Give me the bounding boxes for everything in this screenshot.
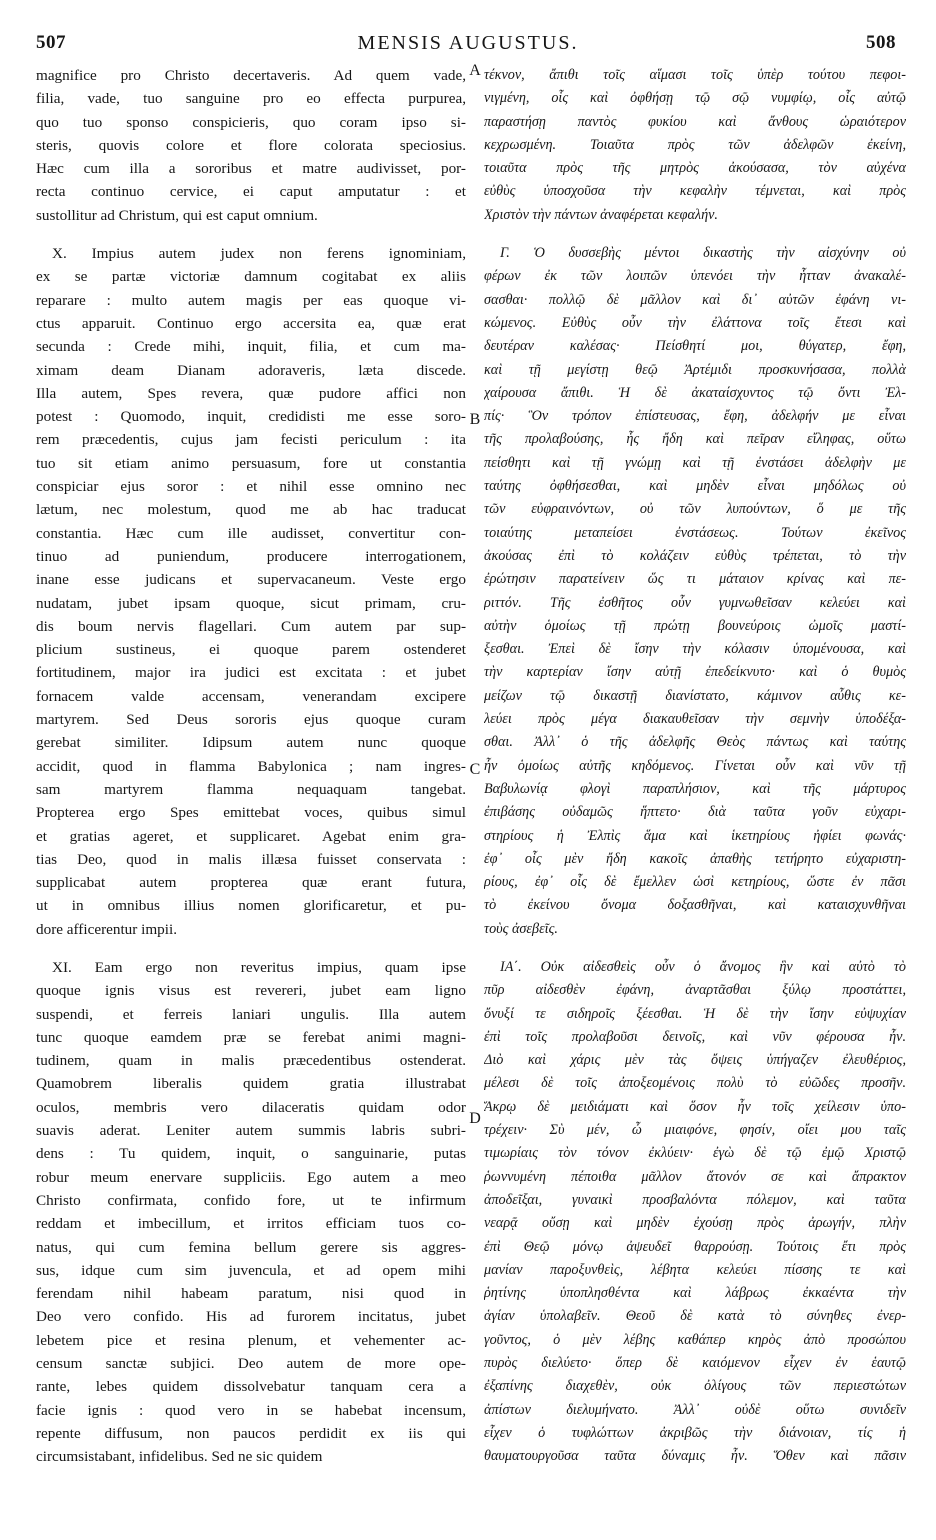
margin-marker-d: D <box>469 1110 481 1127</box>
latin-line: ferendam nihil habeam paratum, nisi quod in <box>36 1285 466 1303</box>
greek-line: γοῦντος, ὁ μὲν λέβης καθάπερ κηρὸς ἀπὸ προσώπου <box>484 1331 906 1348</box>
latin-line: facie ignis : quod vero in se habebat incensum, <box>36 1401 466 1419</box>
latin-line: ctus apparuit. Continuo ergo accersita ea, quæ erat <box>36 314 466 332</box>
greek-line: τοιαύτης μεταπείσει ἐνστάσεως. Τούτων ἐκεῖνος <box>484 524 906 541</box>
greek-line: πυρὸς διελύετο· ὅπερ δὲ καιόμενον εἶχεν ἐν ἑαυτῷ <box>484 1355 906 1372</box>
greek-line: στηρίους ἡ Ἐλπὶς ἅμα καὶ ἱκετηρίους ἠφίει φωνάς· <box>484 827 906 844</box>
latin-line: Deo vero confido. His ad furorem incitatus, jubet <box>36 1308 466 1326</box>
paragraph-gap <box>484 941 906 956</box>
latin-line: Hæc cum illa a sororibus et matre audivisset, por- <box>36 160 466 178</box>
greek-line: κώμενος. Εὐθὺς οὖν τὴν ἐλάττονα τοῖς ἔτεσι καὶ <box>484 314 906 331</box>
greek-line: μανίαν παροξυνθεὶς, λέβητα κελεύει πίσσης τε καὶ <box>484 1261 906 1278</box>
latin-line: oculos, membris vero dilaceratis quidam odor <box>36 1098 466 1116</box>
latin-line: quoque ignis visus est revereri, jubet eam ligno <box>36 982 466 1000</box>
latin-line: sus, idque cum sim juvencula, et ad opem mihi <box>36 1261 466 1279</box>
latin-line: repente diffusum, non paucos perdidit ex iis qui <box>36 1424 466 1442</box>
greek-line: ἐφ᾽ οἷς μὲν ἤδη κακοῖς ἀπαθὴς τετήρητο εὐχαριστη- <box>484 850 906 867</box>
latin-line: supplicabat autem propterea quæ erant futura, <box>36 874 466 892</box>
greek-line: φέρων ἐκ τῶν λοιπῶν ὑπενόει τὴν ἧτταν ἀνακαλέ- <box>484 268 906 285</box>
latin-line: et gratias ageret, et supplicaret. Agebat enim gra- <box>36 827 466 845</box>
margin-marker-a: A <box>469 62 481 79</box>
greek-line: λεύει πρὸς μέγα διακαυθεῖσαν τὴν σεμνὴν ὑποδέξα- <box>484 711 906 728</box>
latin-line: conspiciar ejus soror : et nihil esse omnino nec <box>36 478 466 496</box>
latin-line: steris, quovis colore et flore colorata speciosius. <box>36 136 466 154</box>
greek-line: τὸ ἐκείνου ὄνομα δοξασθῆναι, καὶ καταισχυνθῆναι <box>484 897 906 914</box>
latin-line: filia, vade, tuo sanguine pro eo effecta purpurea, <box>36 90 466 108</box>
greek-line: Βαβυλωνίᾳ φλογὶ παραπλήσιον, καὶ τῆς μάρτυρος <box>484 780 906 797</box>
greek-line: Ἄκρῳ δὲ μειδιάματι καὶ ὅσον ἦν τοῖς χείλεσιν ὑπο- <box>484 1098 906 1115</box>
greek-line: καὶ τῇ μεγίστῃ θεῷ Ἀρτέμιδι προσκυνήσασα, πολλὰ <box>484 361 906 378</box>
latin-line: potest : Quomodo, inquit, credidisti me esse soro- <box>36 408 466 426</box>
greek-line: μέλεσι δὲ τοῖς ἀποξεομένοις πολὺ τὸ εὐῶδες προσῆν. <box>484 1075 906 1092</box>
latin-line: tuo sit etiam animo persuasum, fore ut constantia <box>36 454 466 472</box>
latin-line: X. Impius autem judex non ferens ignominiam, <box>52 245 466 263</box>
latin-line: secunda : Crede mihi, inquit, filia, et cum ma- <box>36 338 466 356</box>
greek-line: ἐπὶ Θεῷ μόνῳ ἀψευδεῖ θαρρούσῃ. Τούτοις ἔτι πρὸς <box>484 1238 906 1255</box>
latin-line: inane esse judicans et supervacaneum. Veste ergo <box>36 571 466 589</box>
latin-line: reddam et imbecillum, et irritos efficiam tuos co- <box>36 1215 466 1233</box>
latin-line: tunc quoque eamdem præ se ferebat animi magni- <box>36 1028 466 1046</box>
margin-marker-c: C <box>469 761 481 778</box>
latin-line: ex se partæ victoriæ damnum cogitabat ex aliis <box>36 268 466 286</box>
latin-line: gerebat similiter. Idipsum autem nunc quoque <box>36 734 466 752</box>
paragraph-gap <box>484 227 906 242</box>
greek-line: εἶχεν ὁ τυφλώττων ἀκριβῶς τὴν διάνοιαν, τίς ἡ <box>484 1424 906 1441</box>
latin-line: tudinem, quam in malis præcedentibus ostenderat. <box>36 1052 466 1070</box>
latin-line: rante, lebes quidem dissolvebatur tanquam cera a <box>36 1378 466 1396</box>
latin-line: Propterea ergo Spes emittebat voces, quibus simul <box>36 804 466 822</box>
greek-line: τιμωρίαις τὸν τόνον ἐκλύειν· ἐγὼ δὲ τῷ ἐμῷ Χριστῷ <box>484 1145 906 1162</box>
greek-line: ριττόν. Τῆς ἐσθῆτος οὖν γυμνωθεῖσαν κελεύει καὶ <box>484 594 906 611</box>
latin-line: rem præcedentis, cujus jam fecisti periculum : ita <box>36 431 466 449</box>
latin-line: lætum, nec molestum, quod me ab hac traducat <box>36 501 466 519</box>
greek-line: Διὸ καὶ χάρις μὲν τὰς ὄψεις ὑπήγαζεν ἐλευθέριος, <box>484 1052 906 1069</box>
latin-line: Illa autem, Spes revera, quæ pudore affici non <box>36 384 466 402</box>
latin-line: ximam deam Dianam adoraveris, læta discede. <box>36 361 466 379</box>
greek-line: τὴν καρτερίαν ἴσην αὐτῇ ἐπεδείκνυτο· καὶ ὁ θυμὸς <box>484 664 906 681</box>
latin-line: circumsistabant, infidelibus. Sed ne sic quidem <box>36 1448 323 1466</box>
greek-line: τοὺς ἀσεβεῖς. <box>484 920 558 937</box>
greek-line: πείσθητι καὶ τῇ γνώμῃ καὶ τῇ ἐνστάσει ἀδελφὴν με <box>484 454 906 471</box>
greek-line: ἀκούσας ἐπὶ τὸ κολάζειν εὐθὺς τρέπεται, τὸ τὴν <box>484 547 906 564</box>
greek-line: Γ. Ὁ δυσσεβὴς μέντοι δικαστὴς τὴν αἰσχύνην οὐ <box>500 245 906 262</box>
latin-line: Quamobrem liberalis quidem gratia illustrabat <box>36 1075 466 1093</box>
greek-line: ἐξαπίνης διαχεθὲν, οὐκ ὀλίγους τῶν περιεστώτων <box>484 1378 906 1395</box>
margin-marker-b: B <box>469 411 481 428</box>
paragraph-gap <box>36 941 466 956</box>
latin-line: fortitudinem, major ira judici est excitata : et jubet <box>36 664 466 682</box>
greek-line: τρέχειν· Σὺ μέν, ὦ μιαιφόνε, φησίν, οἴει μου ταῖς <box>484 1122 906 1139</box>
greek-line: πῦρ αἰδεσθὲν ἐφάνη, ἀναρτᾶσθαι ξύλῳ προστάττει, <box>484 982 906 999</box>
latin-line: natus, qui cum femina bellum gerere sis aggres- <box>36 1238 466 1256</box>
greek-line: ῥητίνης ὑποπλησθέντα καὶ λάβρως ἐκκαέντα τὴν <box>484 1285 906 1302</box>
greek-line: ἐρώτησιν παρατείνειν ὥς τι μάταιον κρίνας καὶ πε- <box>484 571 906 588</box>
greek-line: μείζων τῷ δικαστῇ διανίστατο, κάμινον αὖθις κε- <box>484 687 906 704</box>
greek-line: ἁγίαν ὑπολαβεῖν. Θεοῦ δὲ κατὰ τὸ σύνηθες ἐνερ- <box>484 1308 906 1325</box>
latin-line: dore afficerentur impii. <box>36 920 177 938</box>
latin-line: constantia. Hæc cum ille audisset, convertitur con- <box>36 524 466 542</box>
latin-line: robur meum enervare suppliciis. Ego autem a meo <box>36 1168 466 1186</box>
greek-line: τῶν εὐφραινόντων, οὐ τῶν λυπούντων, ὅ με τῆς <box>484 501 906 518</box>
latin-line: dens : Tu quidem, inquit, o sanguinarie, putas <box>36 1145 466 1163</box>
greek-line: Χριστὸν τὴν πάντων ἀναφέρεται κεφαλήν. <box>484 206 718 223</box>
paragraph-gap <box>36 227 466 242</box>
greek-line: χαίρουσα ἄπιθι. Ἡ δὲ ἀκαταίσχυντος τῷ ὄντι Ἐλ- <box>484 384 906 401</box>
latin-line: tias Deo, quod in malis illæsa fuisset conservata : <box>36 850 466 868</box>
greek-line: παραστήσῃ παντὸς φυκίου καὶ ἄνθους ὡραιότερον <box>484 113 906 130</box>
greek-line: τῆς προλαβούσης, ἧς ἤδη καὶ πεῖραν εἴληφας, οὕτω <box>484 431 906 448</box>
latin-line: suspendi, et ferreis laniari ungulis. Illa autem <box>36 1005 466 1023</box>
greek-line: σασθαι· πολλῷ δὲ μᾶλλον καὶ δι᾽ αὐτῶν ἐφάνη νι- <box>484 291 906 308</box>
latin-line: ut in omnibus illius nomen glorificaretur, et pu- <box>36 897 466 915</box>
latin-line: censum sanctæ subjici. Deo autem de more ope- <box>36 1355 466 1373</box>
latin-line: quo tuo sponso conspicieris, quo coram ipso si- <box>36 113 466 131</box>
greek-line: σθαι. Ἀλλ᾽ ὁ τῆς ἀδελφῆς Θεὸς πάντως καὶ ταύτης <box>484 734 906 751</box>
greek-line: ἦν ὁμοίως αὐτῆς κηδόμενος. Γίνεται οὖν καὶ νῦν τῇ <box>484 757 906 774</box>
latin-line: Christo confirmata, confido fore, ut te infirmum <box>36 1191 466 1209</box>
latin-line: XI. Eam ergo non reveritus impius, quam ipse <box>52 958 466 976</box>
greek-line: νεαρᾷ οὔσῃ καὶ μηδὲν ἐχούσῃ πρὸς ἀρωγήν, πλὴν <box>484 1215 906 1232</box>
latin-line: magnifice pro Christo decertaveris. Ad quem vade, <box>36 67 466 84</box>
greek-line: νιγμένη, οἷς καὶ ὀφθήσῃ τῷ σῷ νυμφίῳ, οἷς αὐτῷ <box>484 90 906 107</box>
greek-line: εὐθὺς ὑποσχοῦσα τὴν κεφαλὴν τέμνεται, καὶ πρὸς <box>484 183 906 200</box>
greek-line: θαυματουργοῦσα ταῦτα δύναμις ἦν. Ὅθεν καὶ πᾶσιν <box>484 1448 906 1465</box>
greek-line: ἐπιβάσης οὐδαμῶς ἥπτετο· διὰ ταῦτα γοῦν εὐχαρι- <box>484 804 906 821</box>
latin-line: plicium sustineus, ei quoque parem ostenderet <box>36 641 466 659</box>
running-title: MENSIS AUGUSTUS. <box>357 32 579 54</box>
greek-line: ῥωννυμένη πέποιθα μᾶλλον ἄτονόν σε καὶ ἄπρακτον <box>484 1168 906 1185</box>
latin-line: accidit, quod in flamma Babylonica ; nam ingres- <box>36 757 466 775</box>
greek-line: ρίους, ἐφ᾽ οἷς δὲ ἔμελλεν ὡσὶ κετηρίους, ὥστε ἐν πᾶσι <box>484 874 906 891</box>
greek-line: δευτέραν καλέσας· Πείσθητί μοι, θύγατερ, ἔφη, <box>484 338 906 355</box>
greek-line: τοιαῦτα πρὸς τῆς μητρὸς ἀκούσασα, τὸν αὐχένα <box>484 160 906 177</box>
greek-line: ὄνυξί τε σιδηροῖς ξέεσθαι. Ἡ δὲ τὴν ἴσην εὐψυχίαν <box>484 1005 906 1022</box>
greek-line: ἀποδεῖξαι, γυναικὶ προσβαλόντα πόλεμον, καὶ ταῦτα <box>484 1191 906 1208</box>
latin-line: lebetem pice et resina plenum, et vehementer ac- <box>36 1331 466 1349</box>
page-number-right: 508 <box>866 32 896 53</box>
greek-line: ἀπίστων διελυμήνατο. Ἀλλ᾽ οὐδὲ οὕτω συνιδεῖν <box>484 1401 906 1418</box>
latin-line: nudatam, jubet ipsam quoque, sicut primam, cru- <box>36 594 466 612</box>
greek-line: πίς· Ὃν τρόπον ἐπίστευσας, ἔφη, ἀδελφήν με εἶναι <box>484 408 906 425</box>
greek-line: ξεσθαι. Ἐπεὶ δὲ ἴσην τὴν κόλασιν ὑπομένουσα, καὶ <box>484 641 906 658</box>
greek-line: κεχρωσμένη. Τοιαῦτα πρὸς τῶν ἀδελφῶν ἐκείνη, <box>484 136 906 153</box>
greek-column <box>484 64 906 1469</box>
greek-line: ΙΑ΄. Οὐκ αἰδεσθεὶς οὖν ὁ ἄνομος ἣν καὶ αὐτὸ τὸ <box>500 958 906 975</box>
latin-line: recta continuo cervice, ei caput amputatur : et <box>36 183 466 201</box>
latin-column <box>36 64 466 1469</box>
greek-line: ἐπὶ τοῖς προλαβοῦσι δεινοῖς, καὶ νῦν φέρουσα ἦν. <box>484 1028 906 1045</box>
greek-line: ταύτης ὀφθήσεσθαι, καὶ μηδὲν εἶναι μηδόλως οὐ <box>484 478 906 495</box>
latin-line: suavis aderat. Leniter autem summis labris subri- <box>36 1122 466 1140</box>
page-number-left: 507 <box>36 32 66 53</box>
latin-line: sam martyrem flamma nequaquam tangebat. <box>36 780 466 798</box>
latin-line: fornacem valde accensam, venerandam excipere <box>36 687 466 705</box>
latin-line: reparare : multo autem magis per eas quoque vi- <box>36 291 466 309</box>
latin-line: sustollitur ad Christum, qui est caput omnium. <box>36 206 318 224</box>
greek-line: τέκνον, ἄπιθι τοῖς αἵμασι τοῖς ὑπὲρ τούτου πεφοι- <box>484 67 906 83</box>
latin-line: martyrem. Sed Deus sororis ejus quoque curam <box>36 711 466 729</box>
greek-line: αὐτὴν ὁμοίως τῇ πρώτῃ βουνεύροις ὠμοῖς μαστί- <box>484 617 906 634</box>
latin-line: tinuo ad puniendum, producere interrogationem, <box>36 547 466 565</box>
latin-line: dis boum nervis flagellari. Cum autem par sup- <box>36 617 466 635</box>
